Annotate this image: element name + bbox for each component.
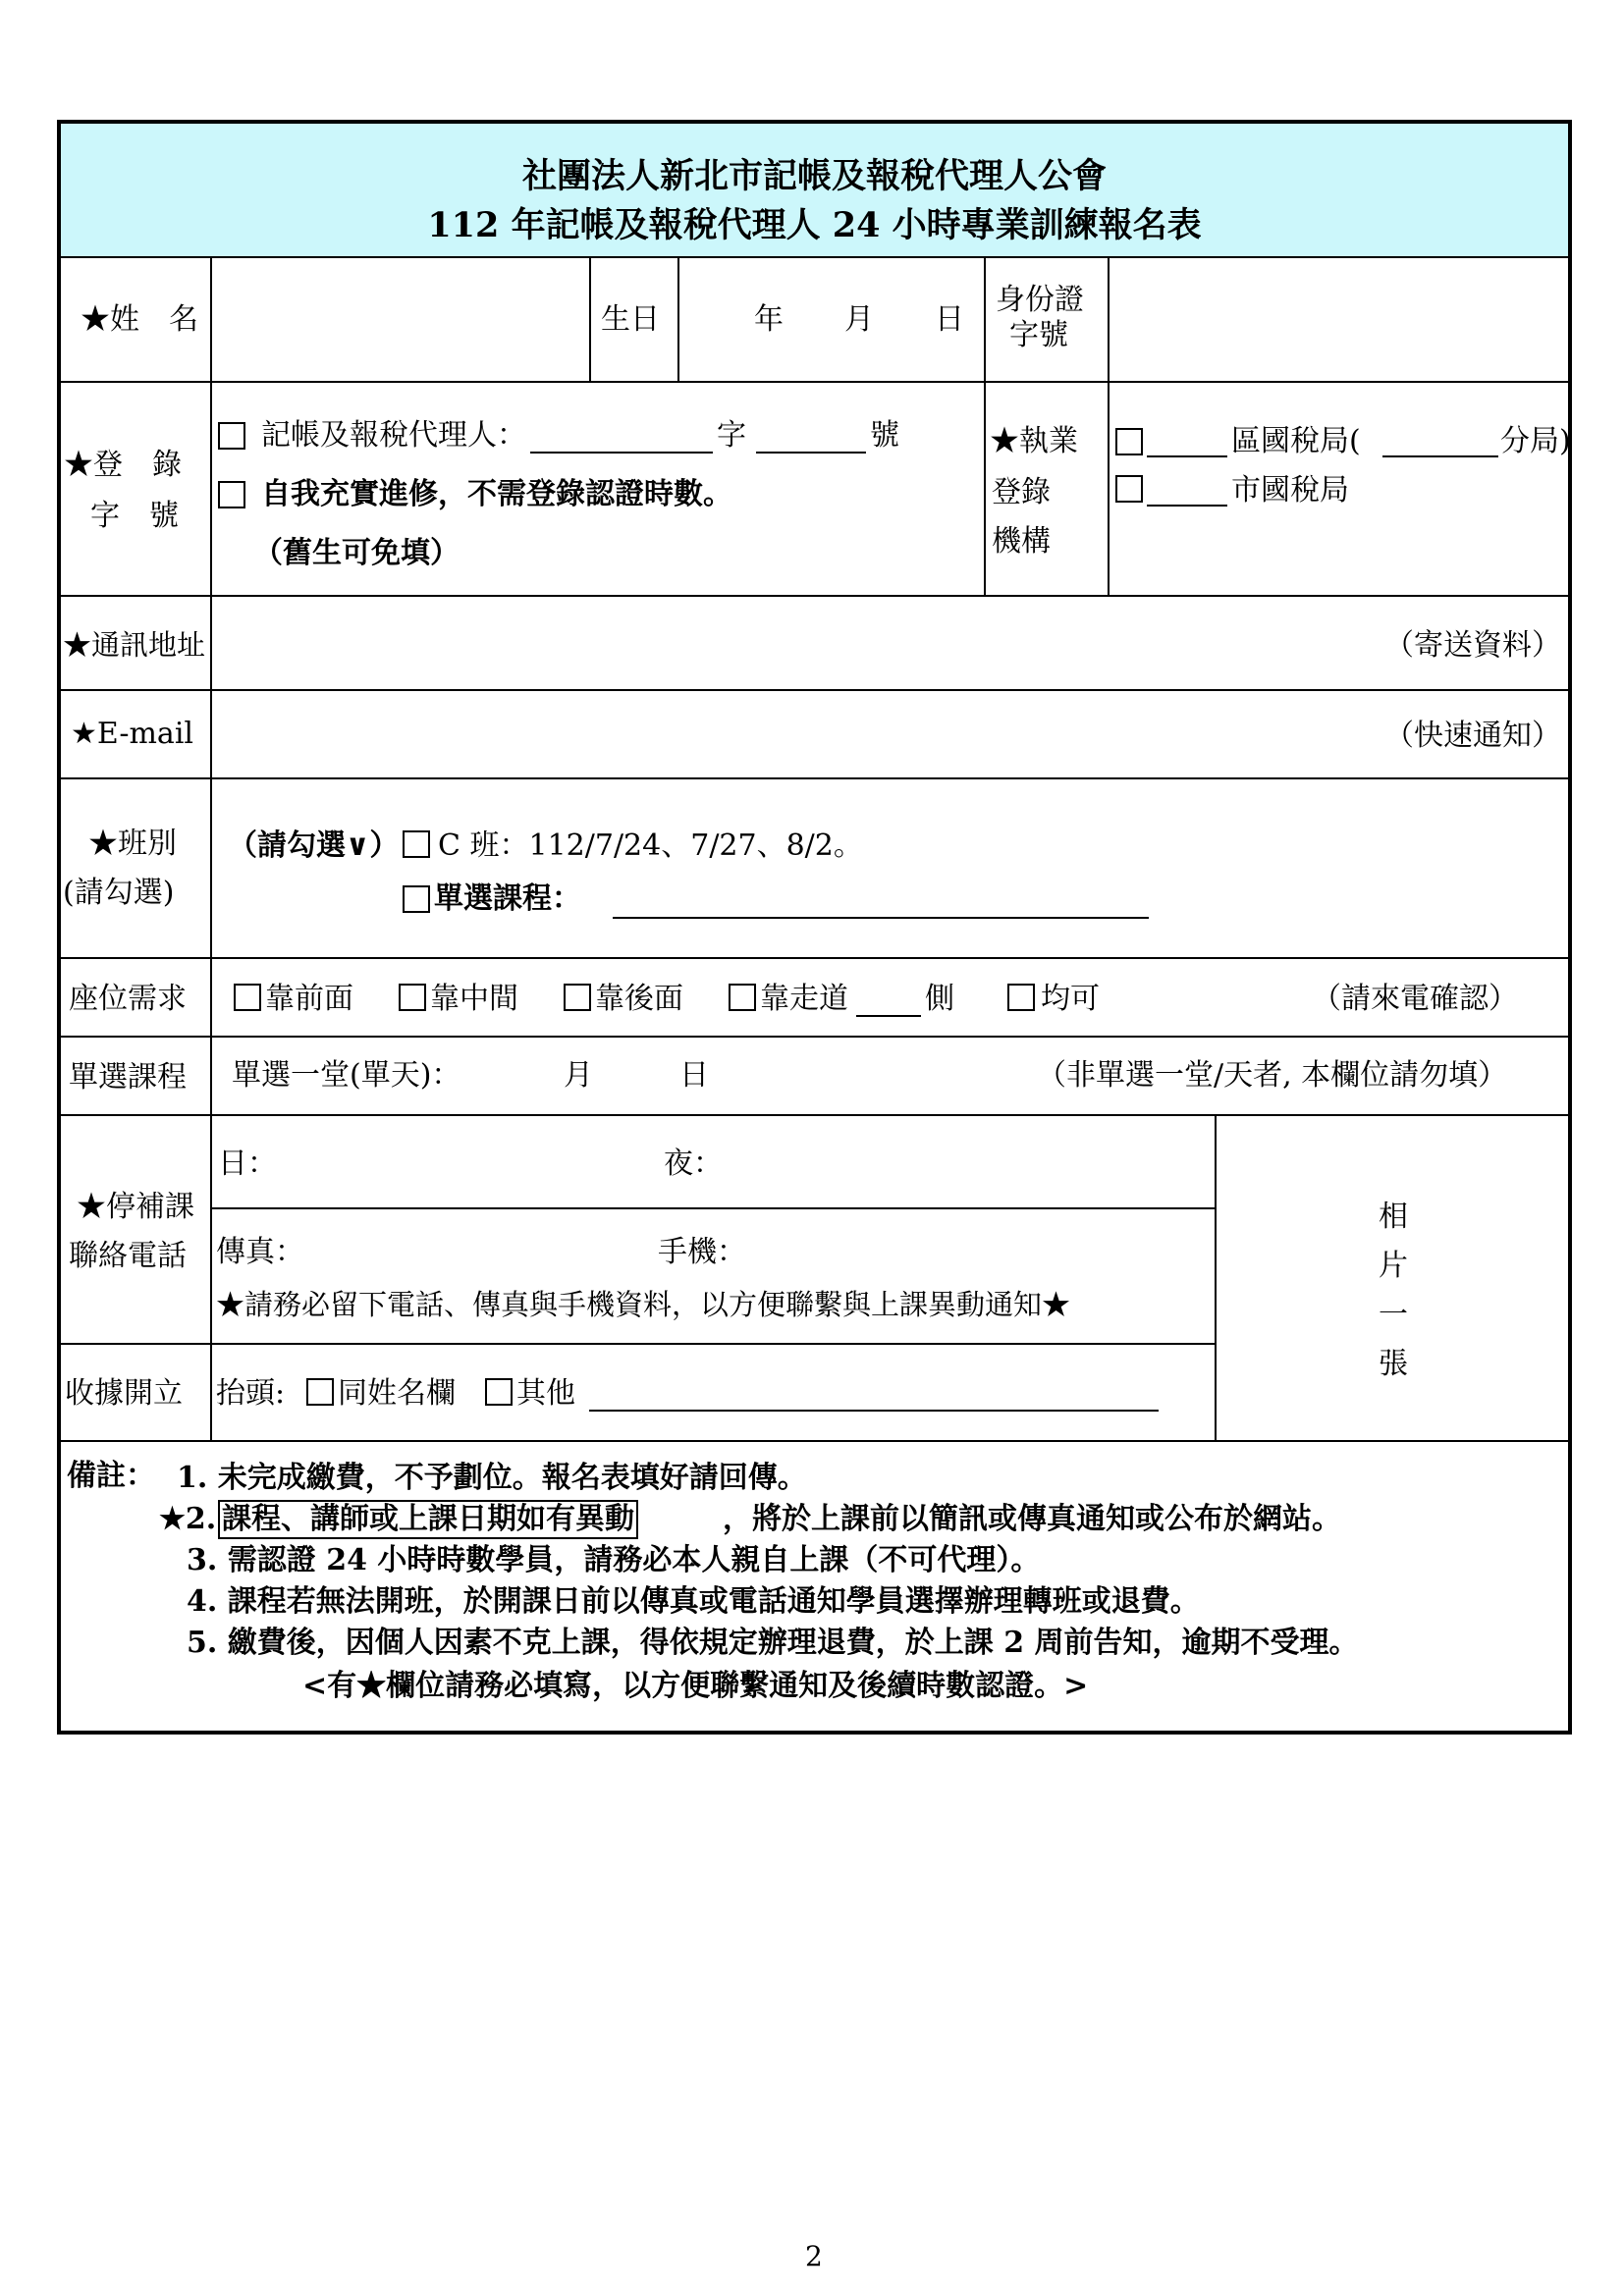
single-day-note: （非單選一堂/天者, 本欄位請勿填） [1037,1058,1508,1093]
note-2-rest: ，將於上課前以簡訊或傳真通知或公布於網站。 [723,1502,1341,1536]
photo-text-1: 相 [1379,1200,1408,1234]
divider [59,595,1570,597]
seat-aisle-checkbox[interactable] [729,984,756,1011]
name-label: ★姓 名 [81,302,198,337]
notes-label: 備註： [67,1459,155,1493]
label-column-divider [210,256,212,1440]
receipt-head-label: 抬頭: [216,1376,286,1411]
single-course-label: 單選課程： [434,881,581,916]
district-bureau-blank[interactable] [1147,455,1227,457]
email-note: （快速通知） [1384,719,1561,753]
receipt-other-label: 其他 [516,1376,575,1411]
seat-label: 座位需求 [69,982,187,1016]
district-bureau-checkbox[interactable] [1115,428,1143,455]
note-2-boxed: 課程、講師或上課日期如有異動 [218,1500,638,1539]
seat-note: （請來電確認） [1312,982,1518,1016]
email-field[interactable] [214,693,1373,775]
contact-reminder: ★請務必留下電話、傳真與手機資料，以方便聯繫與上課異動通知★ [216,1288,1071,1321]
seat-aisle-blank[interactable] [856,1015,921,1017]
page-number: 2 [805,2240,823,2272]
class-prefix: （請勾選∨） [228,828,400,863]
single-course-checkbox[interactable] [403,885,430,913]
photo-text-3: 一 [1379,1298,1408,1332]
reg-number-blank-2[interactable] [756,452,866,454]
photo-text-2: 片 [1379,1249,1408,1283]
divider [59,1343,1215,1345]
receipt-other-checkbox[interactable] [485,1378,513,1406]
id-number-field[interactable] [1111,260,1566,379]
self-study-checkbox[interactable] [218,481,245,508]
email-label: ★E-mail [71,717,194,751]
divider [984,256,986,595]
reg-number-blank[interactable] [530,452,713,454]
divider [59,777,1570,779]
receipt-other-blank[interactable] [589,1410,1159,1412]
single-day-text: 單選一堂(單天)： [232,1058,461,1093]
receipt-same-checkbox[interactable] [306,1378,334,1406]
night-phone-label: 夜： [664,1147,723,1181]
seat-any-checkbox[interactable] [1007,984,1035,1011]
divider [59,957,1570,959]
seat-back-checkbox[interactable] [564,984,591,1011]
divider [59,256,1570,258]
note-3: 3. 需認證 24 小時時數學員，請務必本人親自上課（不可代理）。 [187,1543,1041,1577]
class-label: ★班別 [88,827,177,861]
divider [589,256,591,381]
city-bureau-blank[interactable] [1147,505,1227,507]
seat-back-label: 靠後面 [595,982,683,1016]
seat-any-label: 均可 [1041,982,1100,1016]
address-field[interactable] [214,599,1373,687]
c-class-checkbox[interactable] [403,830,430,858]
note-1: 1. 未完成繳費，不予劃位。報名表填好請回傳。 [177,1461,807,1495]
phone-label: ★停補課 [77,1190,194,1224]
divider [1108,256,1110,595]
divider [677,256,679,381]
city-bureau-checkbox[interactable] [1115,475,1143,503]
divider [59,1440,1570,1442]
note-2-number: ★2. [159,1502,217,1536]
registered-agent-checkbox[interactable] [218,422,245,450]
seat-front-checkbox[interactable] [234,984,261,1011]
address-note: （寄送資料） [1384,628,1561,663]
single-course-row-label: 單選課程 [69,1060,187,1095]
seat-aisle-label: 靠走道 [760,982,848,1016]
form-title-association: 社團法人新北市記帳及報稅代理人公會 [521,156,1107,196]
id-label-2: 字號 [1009,318,1068,352]
receipt-label: 收據開立 [65,1376,183,1411]
address-label: ★通訊地址 [63,628,206,662]
seat-middle-checkbox[interactable] [399,984,426,1011]
note-5: 5. 繳費後，因個人因素不克上課，得依規定辦理退費，於上課 2 周前告知，逾期不受理。 [187,1626,1359,1660]
photo-text-4: 張 [1379,1347,1408,1381]
reg-zi-label: 字 [717,418,746,453]
note-6: <有★欄位請務必填寫，以方便聯繫通知及後續時數認證。> [302,1669,1089,1703]
receipt-same-label: 同姓名欄 [338,1376,456,1411]
birthday-year: 年 [754,302,784,337]
fax-label: 傳真： [216,1235,304,1269]
divider [59,1036,1570,1038]
birthday-label: 生日 [601,302,660,337]
registered-agent-label: 記帳及報稅代理人： [261,418,526,453]
branch-blank[interactable] [1382,455,1498,457]
practice-label: ★執業 [990,424,1078,458]
practice-label-3: 機構 [992,524,1051,559]
old-student-note: （舊生可免填） [253,536,460,570]
mobile-label: 手機： [658,1235,746,1269]
city-bureau-label: 市國稅局 [1231,473,1349,507]
single-course-blank[interactable] [613,917,1149,919]
id-label: 身份證 [996,283,1084,317]
branch-label: 分局) [1500,424,1571,458]
name-field[interactable] [214,260,587,379]
form-title-main: 112 年記帳及報稅代理人 24 小時專業訓練報名表 [427,205,1202,245]
registration-label-2: 字 號 [90,499,179,533]
reg-hao-label: 號 [870,418,899,453]
single-day-month: 月 [564,1058,593,1093]
birthday-month: 月 [844,302,874,337]
registration-label: ★登 錄 [64,448,182,482]
birthday-day: 日 [935,302,964,337]
note-4: 4. 課程若無法開班，於開課日前以傳真或電話通知學員選擇辦理轉班或退費。 [187,1584,1200,1619]
phone-label-2: 聯絡電話 [69,1239,187,1273]
self-study-label: 自我充實進修，不需登錄認證時數。 [261,477,732,511]
c-class-label: C 班：112/7/24、7/27、8/2。 [438,828,863,863]
divider [59,689,1570,691]
seat-middle-label: 靠中間 [430,982,518,1016]
day-phone-label: 日： [218,1147,277,1181]
class-label-2: (請勾選) [63,876,175,910]
district-bureau-label: 區國稅局( [1231,424,1361,458]
seat-front-label: 靠前面 [265,982,353,1016]
divider [211,1207,1215,1209]
single-day-day: 日 [679,1058,709,1093]
practice-label-2: 登錄 [992,475,1051,509]
divider [59,381,1570,383]
seat-side-label: 側 [925,982,954,1016]
